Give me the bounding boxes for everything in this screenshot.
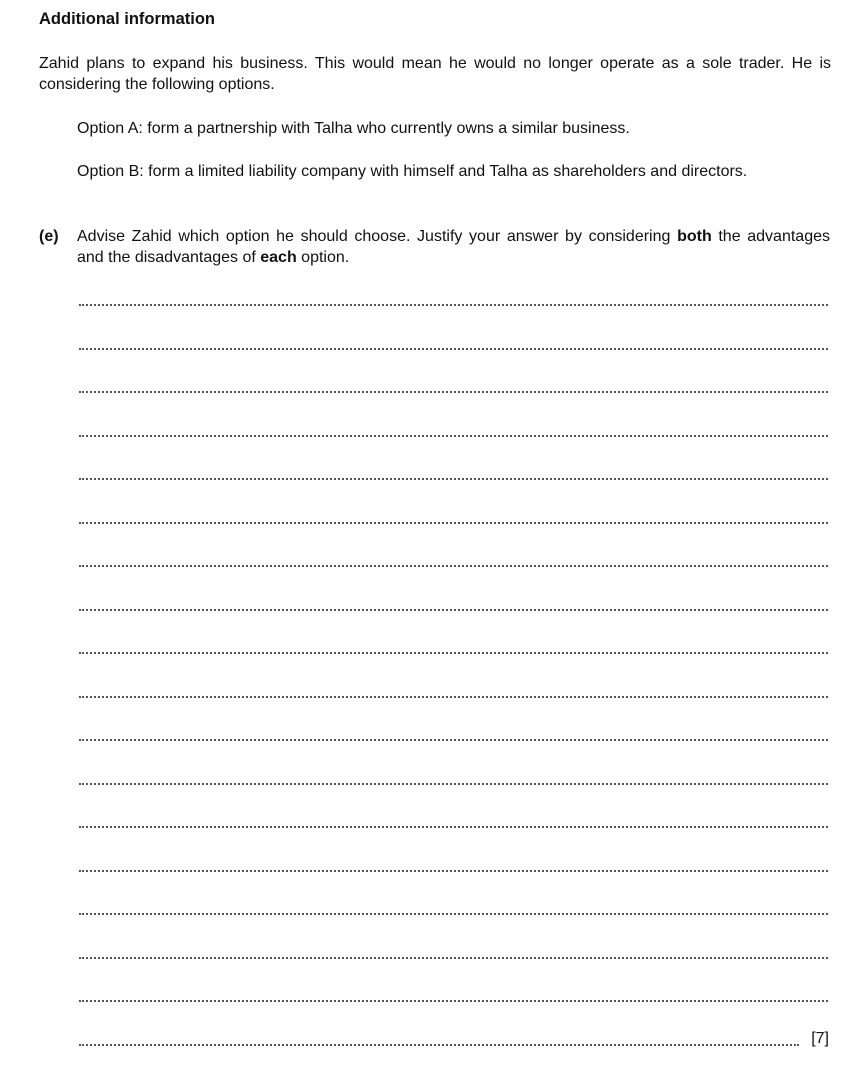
answer-line[interactable] xyxy=(79,826,828,828)
question-text-part1: Advise Zahid which option he should choose. Justify your answer by considering xyxy=(77,228,678,245)
answer-line[interactable] xyxy=(79,957,828,959)
answer-line[interactable] xyxy=(79,609,828,611)
answer-line[interactable] xyxy=(79,696,828,698)
option-b-text: Option B: form a limited liability company with himself and Talha as shareholders and directors. xyxy=(77,163,748,180)
option-a-text: Option A: form a partnership with Talha who currently owns a similar business. xyxy=(77,120,630,137)
answer-line[interactable] xyxy=(79,478,828,480)
answer-line[interactable] xyxy=(79,348,828,350)
question-label: (e) xyxy=(39,228,59,245)
answer-line[interactable] xyxy=(79,1000,828,1002)
answer-line[interactable] xyxy=(79,304,828,306)
answer-line[interactable] xyxy=(79,522,828,524)
question-text-part2: the advantages and the disadvantages of xyxy=(77,228,830,266)
answer-line[interactable] xyxy=(79,652,828,654)
section-heading: Additional information xyxy=(39,10,215,28)
answer-line[interactable] xyxy=(79,1044,799,1046)
answer-line[interactable] xyxy=(79,913,828,915)
answer-line[interactable] xyxy=(79,783,828,785)
intro-paragraph: Zahid plans to expand his business. This would mean he would no longer operate as a sole trader. He is considering the following options. xyxy=(39,55,831,93)
answer-line[interactable] xyxy=(79,565,828,567)
question-text-part3: option. xyxy=(296,249,350,266)
answer-line[interactable] xyxy=(79,435,828,437)
answer-lines-area[interactable] xyxy=(79,0,828,1067)
question-emphasis-each: each xyxy=(260,249,297,266)
answer-line[interactable] xyxy=(79,739,828,741)
answer-line[interactable] xyxy=(79,870,828,872)
question-emphasis-both: both xyxy=(677,228,712,245)
marks-allocation: [7] xyxy=(811,1030,829,1047)
answer-line[interactable] xyxy=(79,391,828,393)
